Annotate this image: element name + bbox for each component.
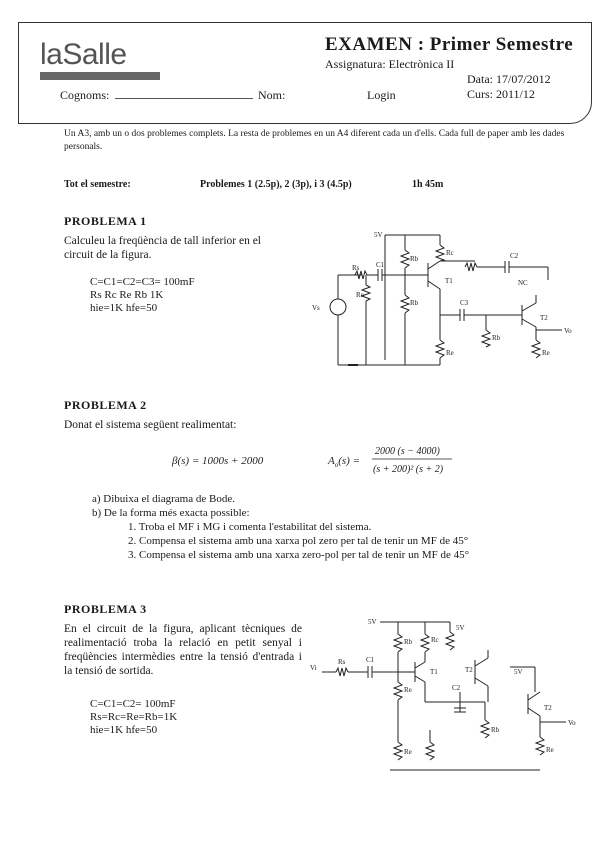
aol-denominator: (s + 200)² (s + 2) [373,464,444,475]
total-label: Tot el semestre: [64,179,131,190]
p1-rb3-label: Rb [492,334,501,342]
problem2-heading: PROBLEMA 2 [64,398,147,412]
p1-re-label: Re [356,291,364,299]
p3-t1-label: T1 [430,668,438,676]
exam-title: EXAMEN : Primer Semestre [325,34,574,55]
problem2-subitem: 1. Troba el MF i MG i comenta l'estabilitat del sistema. [128,521,372,533]
exam-instructions: Un A3, amb un o dos problemes complets. La resta de problemes en un A4 diferent cada un d'ells. Cada full de paper amb les dades personals. [64,129,565,152]
problem1-param-line: C=C1=C2=C3= 100mF [90,276,195,288]
course-label: Curs: 2011/12 [467,87,535,101]
p3-rb2-label: Rb [491,726,500,734]
exam-date: Data: 17/07/2012 [467,72,551,86]
aol-lhs: $A_o(s)$ = [328,455,361,469]
p3-vcc-label: 5V [368,618,377,626]
p1-c3-label: C3 [460,299,469,307]
surname-field [60,88,253,103]
logo-underline-bar [40,72,160,80]
problem1-circuit [300,225,590,380]
p3-rs-label: Rs [338,658,346,666]
p1-t1-label: T1 [445,277,453,285]
problem1-statement: Calculeu la freqüència de tall inferior en el circuit de la figura. [64,235,261,261]
p3-c2-label: C2 [452,684,461,692]
exam-duration: 1h 45m [412,179,444,190]
beta-equation: β(s) = 1000s + 2000 [172,455,264,467]
p3-vo-label: Vo [568,719,576,727]
problem2-statement: Donat el sistema següent realimentat: [64,419,237,431]
p1-rs-label: Rs [352,264,360,272]
p3-vi-label: Vi [310,664,317,672]
login-label: Login [367,88,396,102]
p1-nc-label: NC [518,279,528,287]
problem2-subitems [128,520,469,562]
p3-t3-label: T2 [544,704,552,712]
problem-points: Problemes 1 (2.5p), 2 (3p), i 3 (4.5p) [200,179,352,190]
problem1-params [90,276,195,315]
p1-rc-label: Rc [446,249,454,257]
subject-line: Assignatura: Electrònica II [325,57,455,71]
problem2-equations [170,440,470,480]
p1-rb2-label: Rb [410,299,419,307]
aol-numerator: 2000 (s − 4000) [375,446,440,457]
problem1-heading: PROBLEMA 1 [64,214,147,228]
p3-vcc3-label: 5V [456,624,465,632]
lasalle-logo: laSalle [40,38,127,71]
problem2-item: b) De la forma més exacta possible: [92,507,250,519]
problem3-circuit [310,612,590,777]
surname-label: Cognoms: [60,88,110,102]
problem3-heading: PROBLEMA 3 [64,602,147,616]
p3-rc-label: Rc [431,636,439,644]
p3-re2-label: Re [404,748,412,756]
problem3-params [90,698,177,737]
problem3-param-line: Rs=Rc=Re=Rb=1K [90,711,178,723]
problem1-param-line: Rs Rc Re Rb 1K [90,289,164,301]
surname-blank-line [115,88,253,99]
problem3-param-line: C=C1=C2= 100mF [90,698,176,710]
p3-rb-label: Rb [404,638,413,646]
problem2-subitem: 2. Compensa el sistema amb una xarxa pol zero per tal de tenir un MF de 45° [128,535,469,547]
problem2-subitem: 3. Compensa el sistema amb una xarxa zero-pol per tal de tenir un MF de 45° [128,549,470,561]
p1-t2-label: T2 [540,314,548,322]
p1-c2-label: C2 [510,252,519,260]
p1-c1-label: C1 [376,261,385,269]
p3-t2-label: T2 [465,666,473,674]
p1-vo-label: Vo [564,327,572,335]
problem2-items [92,492,250,520]
p3-vcc2-label: 5V [514,668,523,676]
p1-vcc-label: 5V [374,231,383,239]
problem3-statement: En el circuit de la figura, aplicant tècniques de realimentació troba la relació en petit senyal i freqüències intermèdies entre la tensió d'entrada i la tensió de sortida. [64,623,302,677]
name-label: Nom: [258,88,286,102]
p3-re-label: Re [404,686,412,694]
p1-vs-label: Vs [312,304,320,312]
p3-re3-label: Re [546,746,554,754]
problem2-item: a) Dibuixa el diagrama de Bode. [92,493,235,505]
p1-re3-label: Re [542,349,550,357]
p1-re2-label: Re [446,349,454,357]
problem3-param-line: hie=1K hfe=50 [90,724,158,736]
p1-rb1-label: Rb [410,255,419,263]
problem1-param-line: hie=1K hfe=50 [90,302,158,314]
p3-c1-label: C1 [366,656,375,664]
